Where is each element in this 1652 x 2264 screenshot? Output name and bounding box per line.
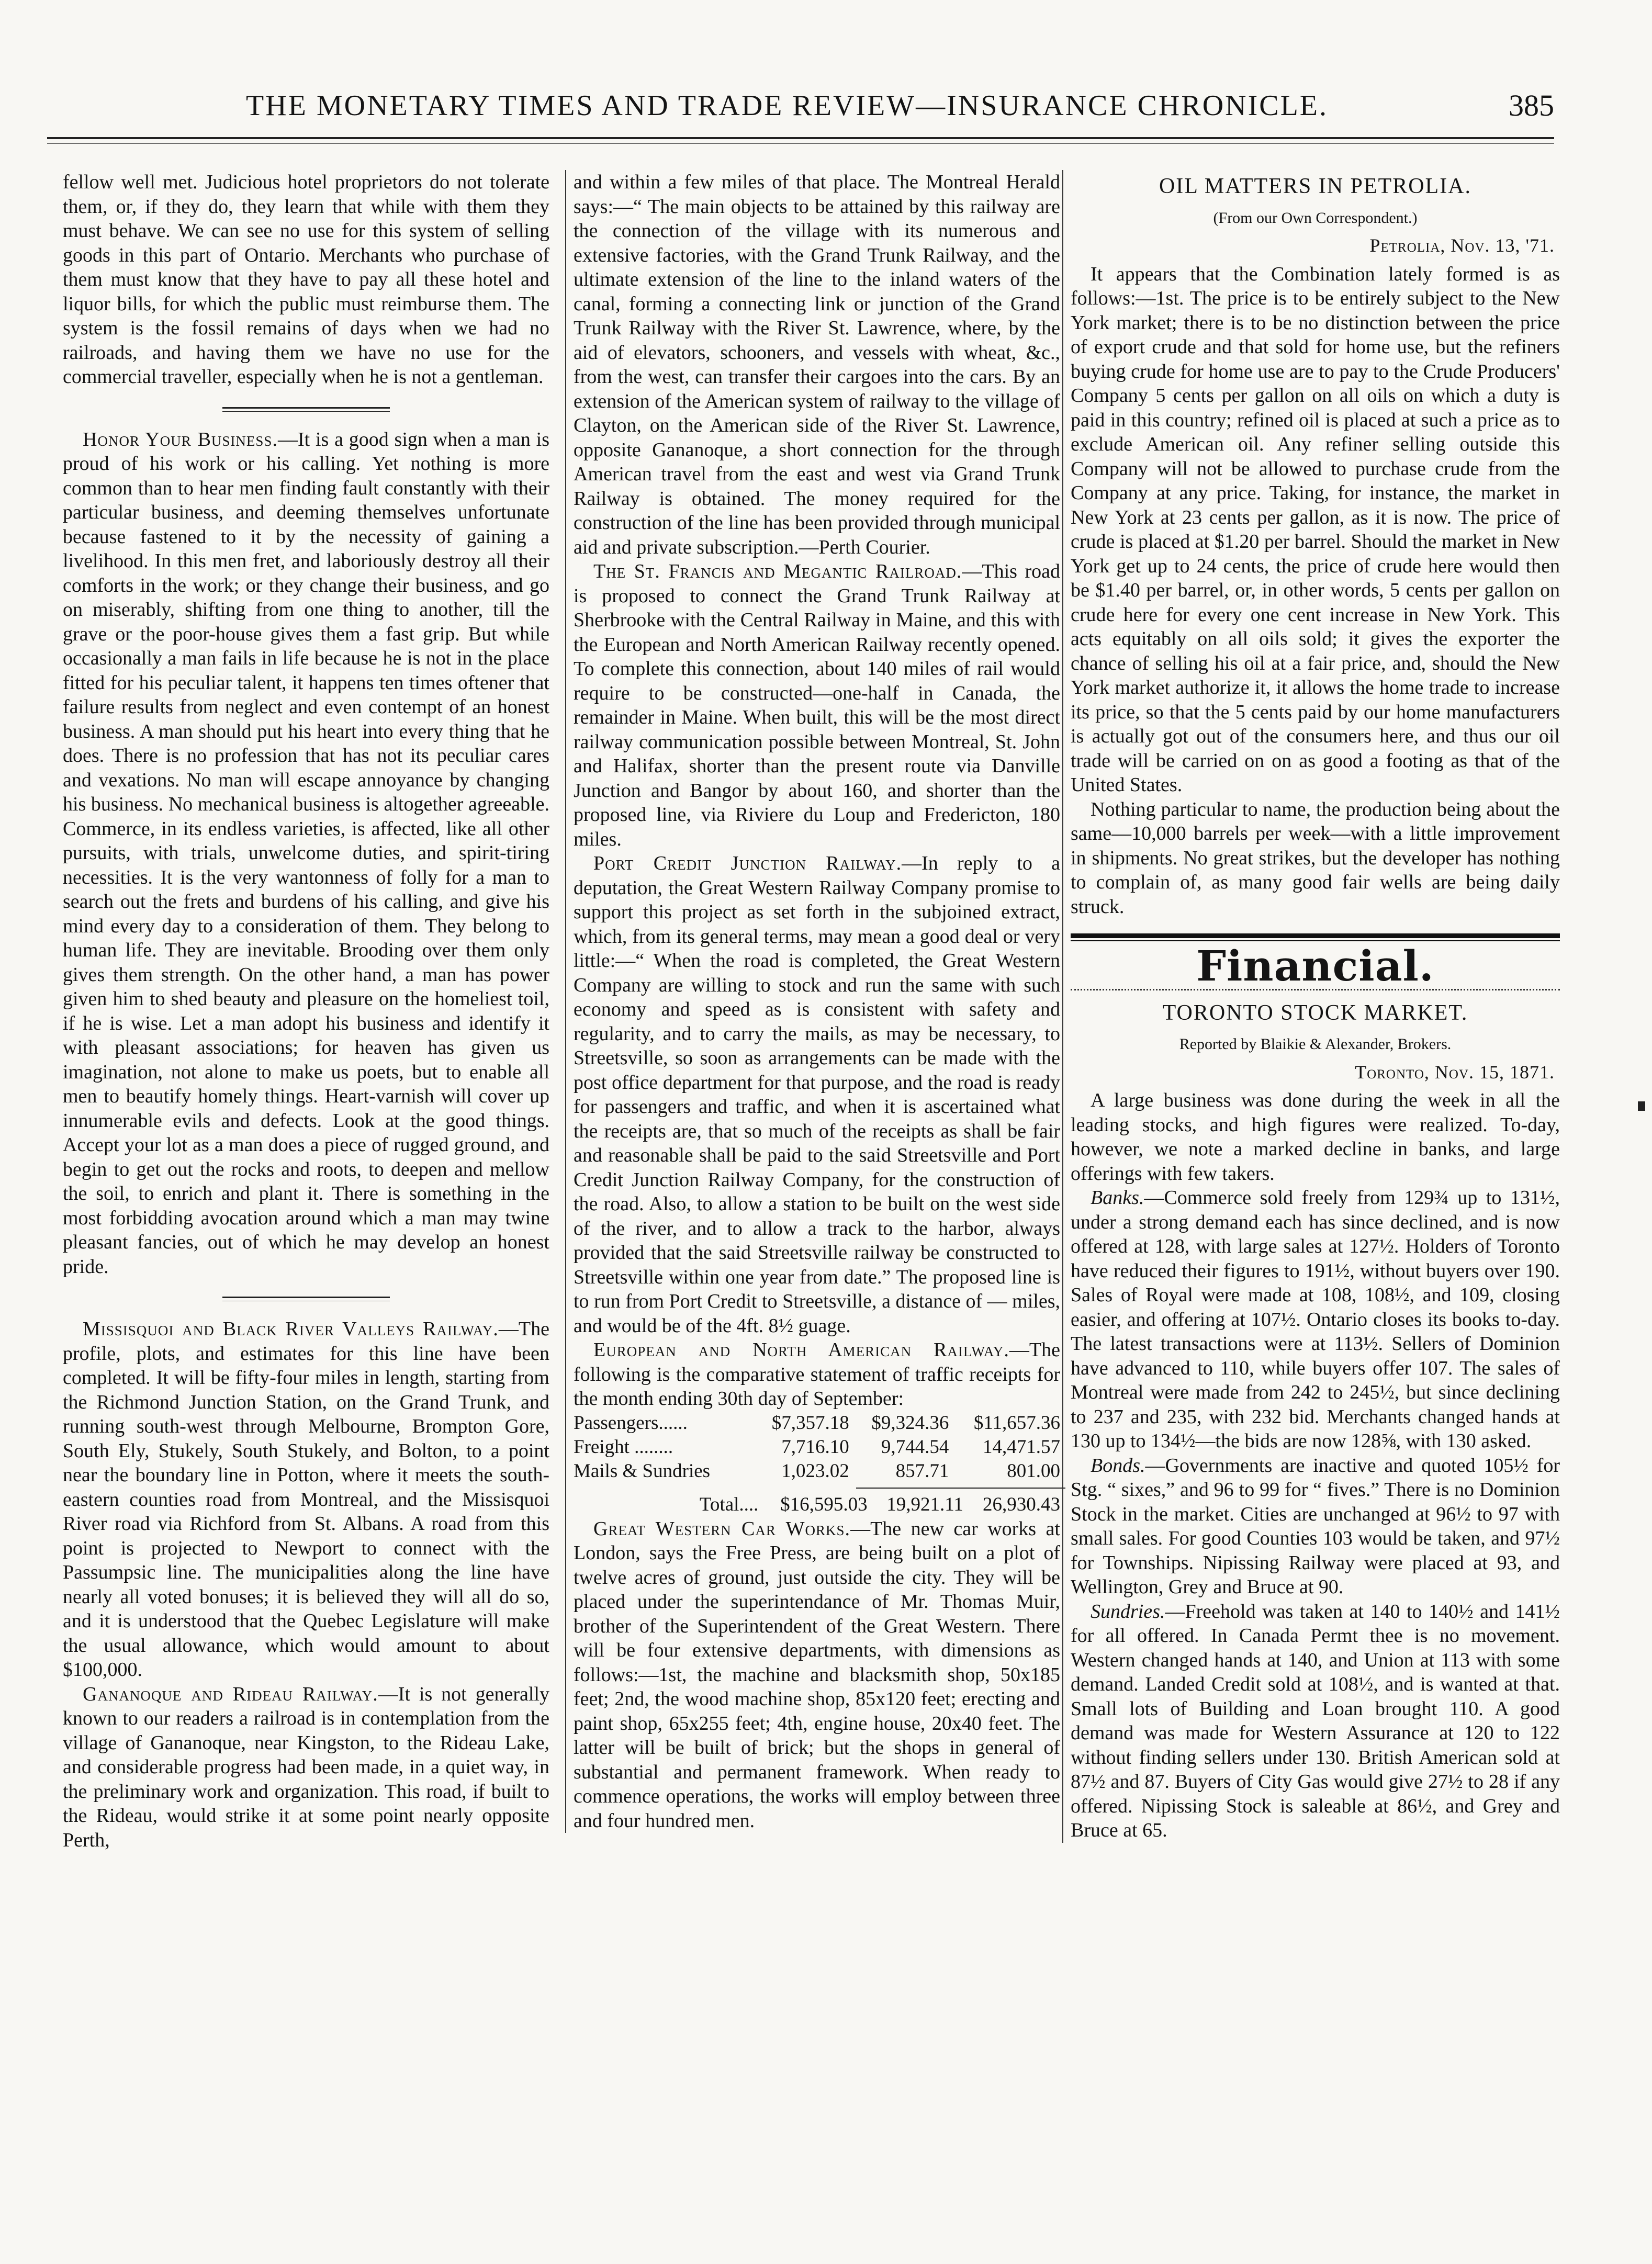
- traffic-receipts-table: [574, 1411, 1060, 1483]
- article-body: —It is not generally known to our readers a railroad is in contemplation from the village of Gananoque, near Kingston, to the Rideau Lake, and considerable progress had been made, in a quiet way, in the preliminary work and organization. This road, if built to the Rideau, would strike it at some point nearly opposite Perth,: [63, 1683, 549, 1851]
- article-head: Port Credit Junction Railway.: [593, 852, 902, 874]
- section-divider: [222, 1297, 390, 1301]
- stock-sundries: [1071, 1600, 1560, 1843]
- article-head: Gananoque and Rideau Railway.: [83, 1683, 378, 1705]
- article-body: —It is a good sign when a man is proud of his work or his calling. Yet nothing is more common than to hear men finding fault constantly with their particular business, and deeming themselves unfortunate because fastened to it by the necessity of gaining a livelihood. In this men fret, and laboriously destroy all their comforts in the work; or they change their business, and go on miserably, shifting from one thing to another, till the grave or the poor-house gives them a fast grip. But while occasionally a man fails in life because he is not in the place fitted for his peculiar talent, it happens ten times oftener that failure results from neglect and even contempt of an honest business. A man should put his heart into every thing that he does. There is no profession that has not its peculiar cares and vexations. No man will escape annoyance by changing his business. No mechanical business is altogether agreeable. Commerce, in its endless varieties, is affected, like all other pursuits, with trials, unwelcome duties, and spirit-tiring necessities. It is the very wantonness of folly for a man to search out the frets and burdens of his calling, and give his mind every day to a consideration of them. They belong to human life. They are inevitable. Brooding over them only gives them strength. On the other hand, a man has power given him to shed beauty and pleasure on the homeliest toil, if he is wise. Let a man adopt his business and identify it with pleasant associations; for heaven has given us imagination, not alone to make us poets, but to enable all men to beautify homely things. Heart-varnish will cover up innumerable evils and defects. Look at the good things. Accept your lot as a man does a piece of rugged ground, and begin to get out the rocks and roots, to deepen and mellow the soil, to enrich and plant it. There is something in the most forbidding avocation around which a man may twine pleasant fancies, out of which he may develop an honest pride.: [63, 428, 549, 1278]
- section-divider-heavy: [1071, 933, 1560, 941]
- margin-mark: [1638, 1101, 1645, 1111]
- oil-paragraph-2: Nothing particular to name, the production being about the same—10,000 barrels per week—with a little improvement in shipments. No great strikes, but the developer has nothing to complain of, as many good fair wells are being daily struck.: [1071, 798, 1560, 918]
- row-label: Freight ........: [574, 1436, 673, 1458]
- stock-banks: [1071, 1186, 1560, 1454]
- column-3: [1062, 170, 1560, 1843]
- cell-value: $7,357.18: [771, 1412, 849, 1434]
- row-label: Mails & Sundries: [574, 1460, 711, 1482]
- oil-matters-title: OIL MATTERS IN PETROLIA.: [1159, 174, 1472, 198]
- total-label: Total....: [699, 1493, 759, 1515]
- cell-value: 19,921.11: [886, 1493, 963, 1515]
- article-head: Sundries.: [1091, 1600, 1165, 1623]
- running-title: THE MONETARY TIMES AND TRADE REVIEW—INSURANCE CHRONICLE.: [246, 89, 1329, 122]
- article-body: —Governments are inactive and quoted 105½ for Stg. “ sixes,” and 96 to 99 for “ fives.” There is no Dominion Stock in the market. Cities are unchanged at 96½ to 97 with small sales. For good Counties 103 would be taken, and 97½ for Townships. Nipissing Railway were placed at 93, and Wellington, Grey and Bruce at 90.: [1071, 1454, 1560, 1598]
- cell-value: $9,324.36: [871, 1412, 949, 1434]
- cell-value: $11,657.36: [973, 1412, 1060, 1434]
- stock-bonds: [1071, 1454, 1560, 1600]
- article-body: —The following is the comparative statement of traffic receipts for the month ending 30th day of September:: [574, 1339, 1060, 1410]
- stock-market-title: TORONTO STOCK MARKET.: [1162, 1000, 1468, 1025]
- table-row: [574, 1459, 1060, 1483]
- article-honor-your-business: [63, 427, 549, 1279]
- article-body: —This road is proposed to connect the Grand Trunk Railway at Sherbrooke with the Central Railway in Maine, and this with the European and North American Railway recently opened. To complete this connection, about 140 miles of rail would require to be constructed—one-half in Canada, the remainder in Maine. When built, this will be the most direct railway communication possible between Montreal, St. John and Halifax, shorter than the present route via Danville Junction and Bangor by about 160, and shorter than the proposed line, via Riviere du Loup and Fredericton, 180 miles.: [574, 560, 1060, 850]
- traffic-total-table: [574, 1493, 1060, 1517]
- stock-source-line: Reported by Blaikie & Alexander, Brokers.: [1179, 1035, 1452, 1053]
- header-rule: [47, 137, 1554, 144]
- section-divider: [222, 407, 390, 412]
- cell-value: 9,744.54: [881, 1436, 949, 1458]
- table-row: [574, 1435, 1060, 1459]
- cell-value: 857.71: [895, 1460, 949, 1482]
- article-head: Great Western Car Works.: [593, 1517, 851, 1540]
- article-body: —The profile, plots, and estimates for this line have been completed. It will be fifty-four miles in length, starting from the Richmond Junction Station, on the Grand Trunk, and running south-west through Melbourne, Brompton Gore, South Ely, Stukely, South Stukely, and Bolton, to a point near the boundary line in Potton, where it meets the south-eastern counties road from Montreal, and the Missisquoi River road via Richford from St. Albans. A road from this point is projected to Newport to connect with the Passumpsic line. The municipalities along the line have nearly all voted bonuses; it is believed they will all do so, and it is understood that the Quebec Legislature will make the usual allowance, which would amount to about $100,000.: [63, 1318, 549, 1681]
- article-gananoque: [63, 1682, 549, 1853]
- oil-source-line: (From our Own Correspondent.): [1213, 209, 1418, 227]
- column-1: [63, 170, 549, 1852]
- oil-paragraph-1: It appears that the Combination lately formed is as follows:—1st. The price is to be entirely subject to the New York market; there is to be no distinction between the price of export crude and that sold for home use, but the refiners buying crude for home use are to pay to the Crude Producers' Company 5 cents per gallon on all oils on which a duty is paid in this country; refined oil is placed at such a price as to exclude American oil. Any refiner selling outside this Company will not be allowed to purchase crude from the Company at any price. Taking, for instance, the market in New York at 23 cents per gallon, as it is now. The price of crude is placed at $1.20 per barrel. Should the market in New York get up to 24 cents, the price of crude here would then be $1.40 per barrel, or, in other words, 5 cents per gallon on crude here for every one cent increase in New York. This acts equitably on all oils sold; it gives the exporter the chance of selling his oil at a fair price, and, should the New York market authorize it, it allows the home trade to increase its price, so that the 5 cents paid by our home manufacturers is actually got out of the consumers here, and thus our oil trade will be carried on on as good a footing as that of the United States.: [1071, 263, 1560, 796]
- cell-value: 7,716.10: [781, 1436, 849, 1458]
- article-body: —Freehold was taken at 140 to 140½ and 141½ for all offered. In Canada Permt thee is no movement. Western changed hands at 140, and Union at 113 with some demand. Landed Credit sold at 108½, and is wanted at that. Small lots of Building and Loan brought 110. A good demand was made for Western Assurance at 120 to 122 without finding sellers under 130. British American sold at 87½ and 87. Buyers of City Gas would give 27½ to 28 if any offered. Nipissing Stock is saleable at 86½, and Grey and Bruce at 65.: [1071, 1600, 1560, 1841]
- article-head: Honor Your Business.: [83, 428, 278, 450]
- article-head: European and North American Railway.: [593, 1339, 1009, 1361]
- article-head: Missisquoi and Black River Valleys Railway.: [83, 1318, 499, 1340]
- row-label: Passengers......: [574, 1412, 688, 1434]
- article-head: Bonds.: [1091, 1454, 1145, 1477]
- stock-paragraph-1: A large business was done during the week in all the leading stocks, and high figures were realized. To-day, however, we note a marked decline in banks, and large offerings with few takers.: [1071, 1089, 1560, 1185]
- oil-dateline: Petrolia, Nov. 13, '71.: [1369, 235, 1555, 256]
- article-body: —The new car works at London, says the Free Press, are being built on a plot of twelve acres of ground, just outside the city. They will be placed under the superintendance of Mr. Thomas Muir, brother of the Superintendent of the Great Western. There will be four extensive departments, with dimensions as follows:—1st, the machine and blacksmith shop, 50x185 feet; 2nd, the wood machine shop, 85x120 feet; erecting and paint shop, 65x255 feet; 4th, engine house, 20x40 feet. The latter will be built of brick; but the shops in general of substantial and permanent framework. When ready to commence operations, the works will employ between three and four hundred men.: [574, 1517, 1060, 1832]
- article-head: Banks.: [1091, 1187, 1144, 1209]
- cell-value: $16,595.03: [780, 1493, 868, 1515]
- article-missisquoi: [63, 1317, 549, 1682]
- cell-value: 14,471.57: [983, 1436, 1060, 1458]
- cell-value: 26,930.43: [983, 1493, 1060, 1515]
- cell-value: 801.00: [1007, 1460, 1060, 1482]
- article-great-western-car-works: [574, 1517, 1060, 1833]
- table-row: [574, 1411, 1060, 1435]
- page-number: 385: [1509, 88, 1554, 122]
- article-port-credit: [574, 851, 1060, 1338]
- total-rule: [856, 1488, 1065, 1489]
- article-body: —Commerce sold freely from 129¾ up to 131½, under a strong demand each has since declined, and is now offered at 128, with large sales at 127½. Holders of Toronto have reduced their figures to 191½, without buyers over 190. Sales of Royal were made at 108, 108½, and 109, closing easier, and offering at 107½. Ontario closes its books to-day. The latest transactions were at 113½. Sellers of Dominion have advanced to 110, while buyers offer 107. The sales of Montreal were made from 242 to 245½, but since declining to 237 and 235, with 232 bid. Merchants changed hands at 130 up to 134½—the bids are now 128⅝, with 130 asked.: [1071, 1187, 1560, 1452]
- article-body: —In reply to a deputation, the Great Western Railway Company promise to support this project as set forth in the subjoined extract, which, from its general terms, may mean a good deal or very little:—“ When the road is completed, the Great Western Company are willing to stock and run the same with such economy and speed as is consistent with safety and regularity, and to carry the mails, as may be necessary, to Streetsville, so soon as arrangements can be made with the post office department for that purpose, and the road is ready for passengers and traffic, and when it is ascertained what the receipts are, that so much of the receipts as shall be fair and reasonable shall be paid to the said Streetsville and Port Credit Junction Railway Company, for the construction of the road. Also, to allow a station to be built on the west side of the river, and to allow a track to the harbor, always provided that the said Streetsville railway be constructed to Streetsville within one year from date.” The proposed line is to run from Port Credit to Streetsville, a distance of — miles, and would be of the 4ft. 8½ guage.: [574, 852, 1061, 1337]
- cell-value: 1,023.02: [781, 1460, 849, 1482]
- paragraph-continued: and within a few miles of that place. The Montreal Herald says:—“ The main objects to be attained by this railway are the connection of the village with its numerous and extensive factories, with the Grand Trunk Railway, and the ultimate extension of the line to the inland waters of the canal, forming a connecting link or junction of the Grand Trunk Railway with the River St. Lawrence, where, by the aid of elevators, schooners, and vessels with wheat, &c., from the west, can transfer their cargoes into the cars. By an extension of the American system of railway to the village of Clayton, on the American side of the River St. Lawrence, opposite Gananoque, a short connection for the through American travel from the east and west via Grand Trunk Railway is obtained. The money required for the construction of the line has been provided through municipal aid and private subscription.—Perth Courier.: [574, 171, 1060, 558]
- article-european-north-american: [574, 1338, 1060, 1411]
- article-head: The St. Francis and Megantic Railroad.: [593, 560, 962, 582]
- financial-heading: Financial.: [1196, 941, 1434, 990]
- column-2: [565, 170, 1060, 1833]
- article-st-francis: [574, 559, 1060, 851]
- paragraph-intro: fellow well met. Judicious hotel proprietors do not tolerate them, or, if they do, they learn that while with them they must behave. We can see no use for this system of selling goods in this part of Ontario. Merchants who purchase of them must know that they have to pay all these hotel and liquor bills, for which the public must reimburse them. The system is the fossil remains of days when we had no railroads, and having them we have no use for the commercial traveller, especially when he is not a gentleman.: [63, 171, 549, 388]
- stock-dateline: Toronto, Nov. 15, 1871.: [1355, 1061, 1555, 1083]
- table-row-total: [574, 1493, 1060, 1517]
